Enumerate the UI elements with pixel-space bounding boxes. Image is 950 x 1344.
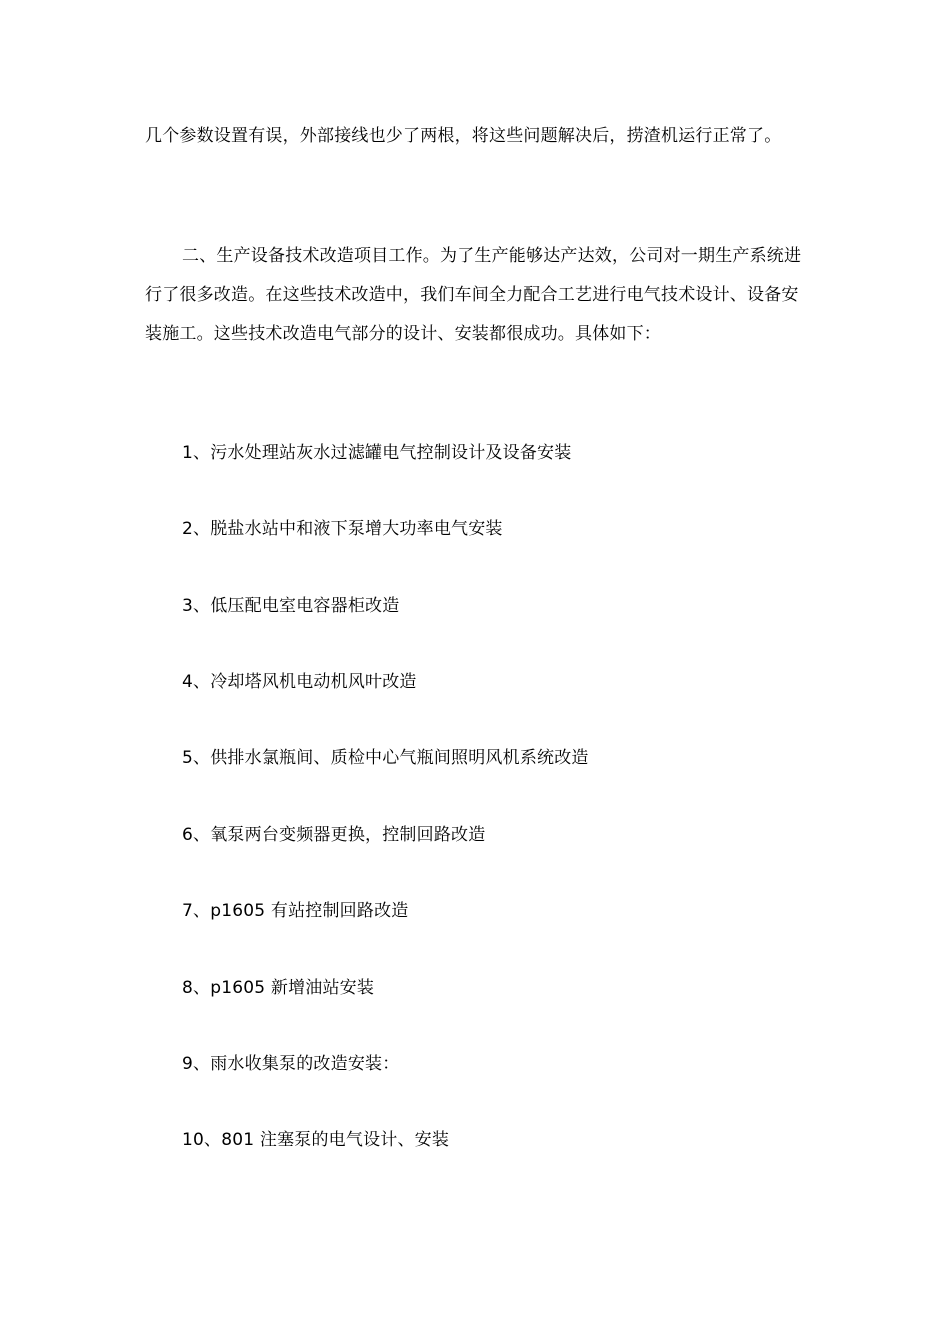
- list-item: 8、p1605 新增油站安装: [182, 978, 375, 998]
- list-item: 7、p1605 有站控制回路改造: [182, 901, 409, 921]
- continuation-paragraph: 几个参数设置有误，外部接线也少了两根，将这些问题解决后，捞渣机运行正常了。: [145, 126, 782, 146]
- list-item: 3、低压配电室电容器柜改造: [182, 596, 400, 616]
- list-item: 9、雨水收集泵的改造安装：: [182, 1054, 400, 1074]
- list-item: 6、氧泵两台变频器更换，控制回路改造: [182, 825, 486, 845]
- list-item: 2、脱盐水站中和液下泵增大功率电气安装: [182, 519, 503, 539]
- list-item: 5、供排水氯瓶间、质检中心气瓶间照明风机系统改造: [182, 748, 589, 768]
- list-item: 10、801 注塞泵的电气设计、安装: [182, 1130, 450, 1150]
- section-paragraph: 二、生产设备技术改造项目工作。为了生产能够达产达效，公司对一期生产系统进行了很多改造。在这些技术改造中，我们车间全力配合工艺进行电气技术设计、设备安装施工。这些技术改造电气部分的设计、安装都很成功。具体如下：: [145, 246, 802, 344]
- list-item: 1、污水处理站灰水过滤罐电气控制设计及设备安装: [182, 443, 572, 463]
- list-item: 4、冷却塔风机电动机风叶改造: [182, 672, 417, 692]
